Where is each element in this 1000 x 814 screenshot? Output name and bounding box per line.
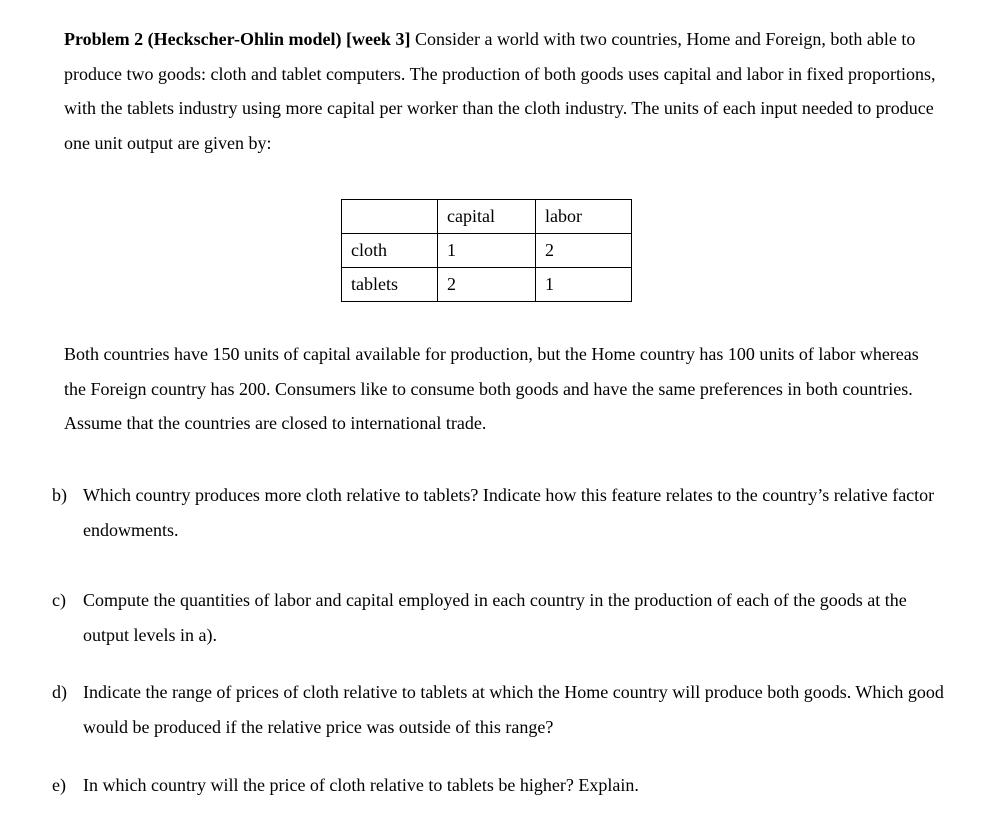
table-row [342, 234, 632, 268]
question-d [52, 675, 952, 744]
table-header-cell: labor [536, 200, 632, 234]
table-cell: 2 [536, 234, 632, 268]
table-cell: 2 [438, 268, 536, 302]
question-b [52, 478, 952, 547]
table-cell: 1 [438, 234, 536, 268]
question-label: c) [52, 590, 66, 610]
question-e [52, 768, 952, 803]
question-label: d) [52, 682, 67, 702]
context-paragraph: Both countries have 150 units of capital available for production, but the Home country has 100 units of labor whereas the Foreign country has 200. Consumers like to consume both goods and have the same preferences in both countries. Assume that the countries are closed to international trade. [64, 344, 919, 433]
question-label: b) [52, 485, 67, 505]
table-cell: cloth [342, 234, 438, 268]
problem-intro [64, 22, 944, 160]
problem-intro-text: Consider a world with two countries, Home and Foreign, both able to produce two goods: cloth and tablet computers. The production of both goods uses capital and labor in fixed proportions, with the tablets industry using more capital per worker than the cloth industry. The units of each input needed to produce one unit output are given by: [64, 29, 936, 153]
table-cell: tablets [342, 268, 438, 302]
question-text: Compute the quantities of labor and capital employed in each country in the production of each of the goods at the output levels in a). [83, 590, 907, 645]
question-label: e) [52, 775, 66, 795]
table-header-cell [342, 200, 438, 234]
input-requirements-table [341, 199, 632, 302]
question-text: Which country produces more cloth relative to tablets? Indicate how this feature relates to the country’s relative factor endowments. [83, 485, 935, 540]
table-row [342, 268, 632, 302]
question-text: Indicate the range of prices of cloth relative to tablets at which the Home country will produce both goods. Which good would be produced if the relative price was outside of this range? [83, 682, 944, 737]
question-text: In which country will the price of cloth relative to tablets be higher? Explain. [83, 775, 639, 795]
table-header-row [342, 200, 632, 234]
question-c [52, 583, 952, 652]
problem-heading: Problem 2 (Heckscher-Ohlin model) [week 3] [64, 29, 411, 49]
table-cell: 1 [536, 268, 632, 302]
table-header-cell: capital [438, 200, 536, 234]
